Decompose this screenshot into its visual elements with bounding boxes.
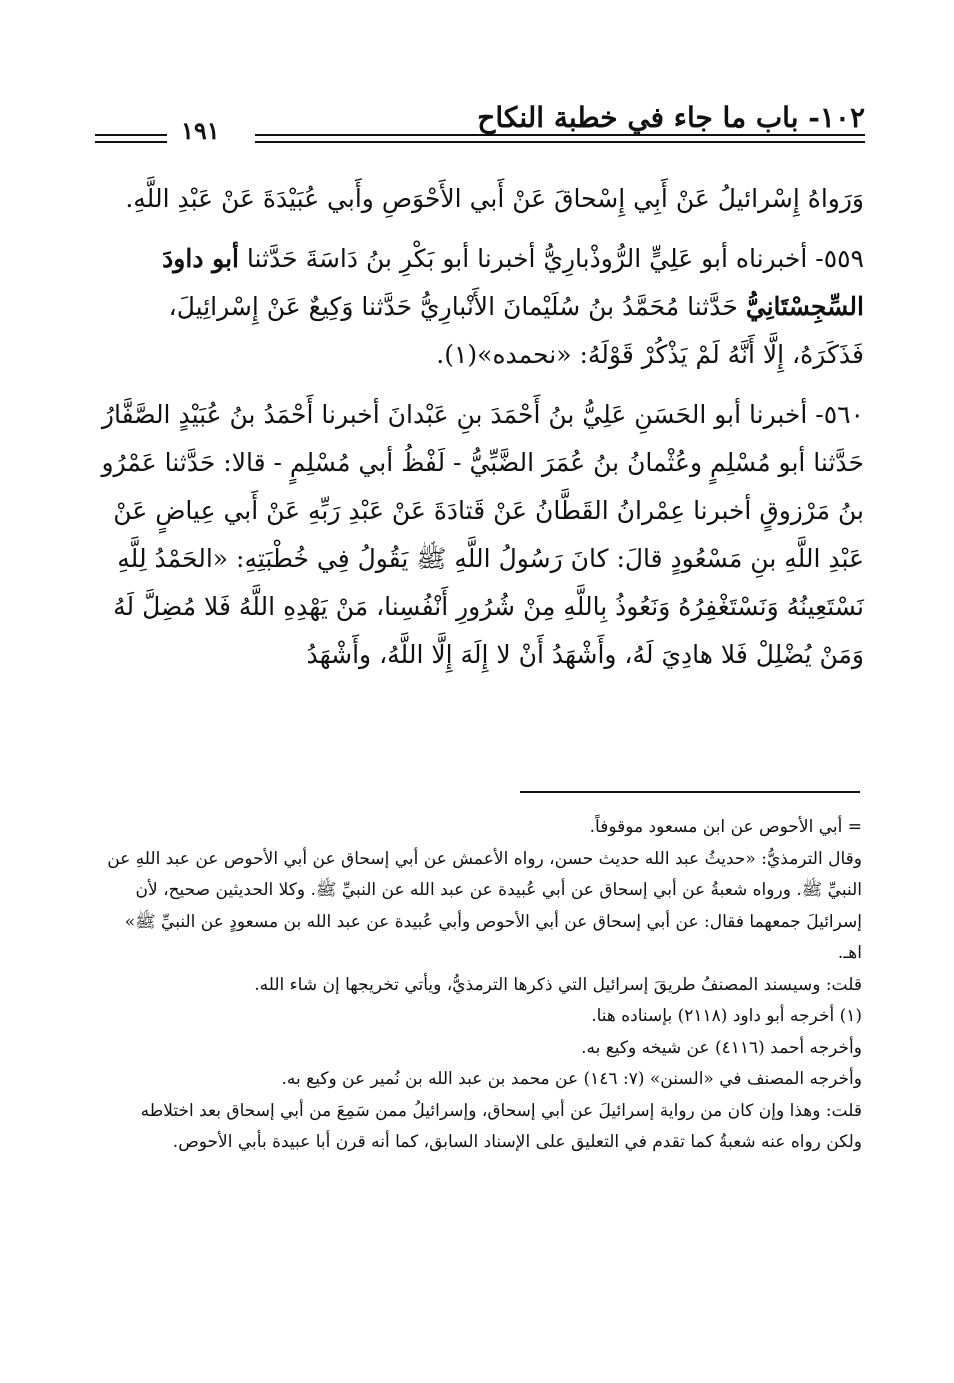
page-header: [95, 98, 865, 158]
footnotes: [100, 812, 862, 1159]
paragraph-559-text-b: حَدَّثنا مُحَمَّدُ بنُ سُلَيْمانَ الأَنْبارِيُّ حَدَّثنا وَكِيعٌ عَنْ إِسْرائِيلَ، فَذَكَرَهُ، إِلَّا أَنَّهُ لَمْ يَذْكُرْ قَوْلَهُ: «نحمده»(١).: [168, 292, 864, 369]
footnote-line: قلت: وهذا وإن كان من رواية إسرائيلَ عن أبي إسحاق، وإسرائيلُ ممن سَمِعَ من أبي إسحاق بعد اختلاطه ولكن رواه عنه شعبةُ كما تقدم في التعليق على الإسناد السابق، كما أنه قرن أبا عبيدة بأبي الأحوص.: [140, 1100, 862, 1152]
footnote-line: وأخرجه أحمد (٤١١٦) عن شيخه وكيع به.: [581, 1037, 862, 1058]
main-text: [100, 175, 864, 691]
chapter-title: ١٠٢- باب ما جاء في خطبة النكاح: [477, 101, 865, 134]
paragraph-1: وَرَواهُ إِسْرائيلُ عَنْ أَبِي إِسْحاقَ عَنْ أَبي الأَحْوَصِ وأَبي عُبَيْدَةَ عَنْ عَبْدِ اللَّهِ.: [125, 184, 864, 213]
paragraph-559: [100, 235, 864, 379]
footnote-line: وأخرجه المصنف في «السنن» (٧: ١٤٦) عن محمد بن عبد الله بن نُمير عن وكيع به.: [281, 1069, 862, 1089]
footnote-line: (١) أخرجه أبو داود (٢١١٨) بإسناده هنا.: [591, 1006, 862, 1026]
narrator-name: أبو داودَ السِّجِسْتَانِيُّ: [162, 244, 864, 321]
header-rule: [255, 134, 865, 136]
footnote-line: وقال الترمذيُّ: «حديثُ عبد الله حديث حسن، رواه الأعمش عن أبي إسحاق عن أبي الأحوص عن عبد اللهِ عن النبيِّ ﷺ. ورواه شعبةُ عن أبي إسحاق عن أبي عُبيدة عن عبد الله عن النبيِّ ﷺ. وكلا الحديثين صحيح، لأن إسرائيلَ جمعهما فقال: عن أبي إسحاق عن أبي الأحوص وأبي عُبيدة عن عبد الله بن مسعودٍ عن النبيِّ ﷺ» اهـ.: [107, 848, 862, 963]
header-rule: [95, 134, 167, 136]
footnote-line: = أبي الأحوص عن ابن مسعود موقوفاً.: [589, 817, 862, 837]
header-rule: [95, 141, 167, 143]
footnote-line: قلت: وسيسند المصنفُ طريقَ إسرائيل التي ذكرها الترمذيُّ، ويأتي تخريجها إن شاء الله.: [254, 974, 862, 995]
footnote-separator: [520, 791, 860, 793]
paragraph-559-text-a: ٥٥٩- أخبرناه أبو عَلِيٍّ الرُّوذْبارِيُّ أخبرنا أبو بَكْرِ بنُ دَاسَةَ حَدَّثنا: [238, 244, 864, 273]
header-rule: [255, 141, 865, 143]
page-number: ١٩١: [181, 116, 220, 145]
paragraph-560: ٥٦٠- أخبرنا أبو الحَسَنِ عَلِيُّ بنُ أَحْمَدَ بنِ عَبْدانَ أخبرنا أَحْمَدُ بنُ عُبَيْدٍ الصَّفَّارُ حَدَّثنا أبو مُسْلِمٍ وعُثْمانُ بنُ عُمَرَ الضَّبِّيُّ - لَفْظُ أبي مُسْلِمٍ - قالا: حَدَّثنا عَمْرُو بنُ مَرْزوقٍ أخبرنا عِمْرانُ القَطَّانُ عَنْ قَتادَةَ عَنْ عَبْدِ رَبِّهِ عَنْ أَبي عِياضٍ عَنْ عَبْدِ اللَّهِ بنِ مَسْعُودٍ قالَ: كانَ رَسُولُ اللَّهِ ﷺ يَقُولُ فِي خُطْبَتِهِ: «الحَمْدُ لِلَّهِ نَسْتَعِينُهُ وَنَسْتَغْفِرُهُ وَنَعُوذُ بِاللَّهِ مِنْ شُرُورِ أَنْفُسِنا، مَنْ يَهْدِهِ اللَّهُ فَلا مُضِلَّ لَهُ وَمَنْ يُضْلِلْ فَلا هادِيَ لَهُ، وأَشْهَدُ أَنْ لا إِلَهَ إِلَّا اللَّهُ، وأَشْهَدُ: [101, 400, 864, 669]
